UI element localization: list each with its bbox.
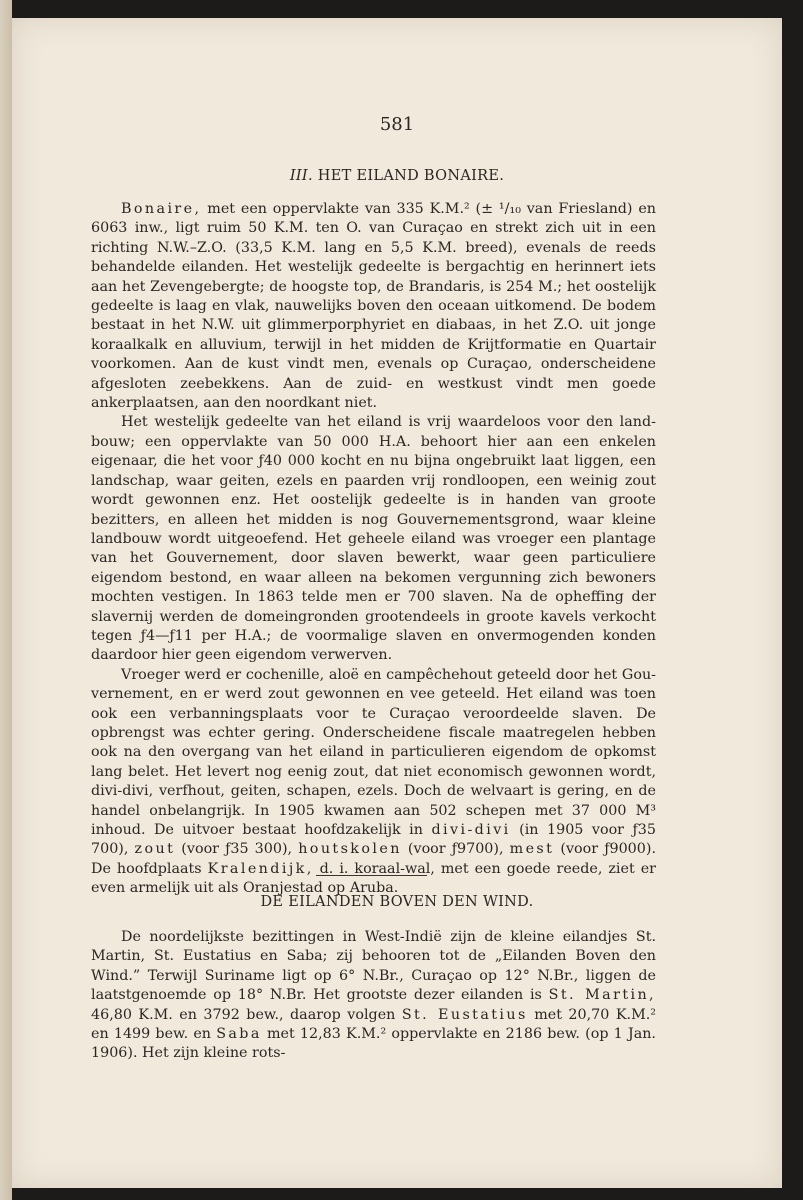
section-title-bovenwind: DE EILANDEN BOVEN DEN WIND. <box>260 894 534 910</box>
page-number: 581 <box>379 114 415 135</box>
paragraph <box>91 666 656 899</box>
spaced-term: mest <box>509 841 555 858</box>
text-run: De noordelijkste bezittingen in West-Indië zijn de kleine eilandjes St. Martin, St. Eustatius en Saba; zij behooren tot de „Eilanden Boven den Wind.” Terwijl Suriname ligt op 6° N.Br., Curaçao op 12° N.Br., liggen de laatstgenoemde op 18° N.Br. Het grootste dezer eilanden is <box>91 929 656 1004</box>
text-run: (voor ƒ9000). De hoofdplaats <box>91 841 657 877</box>
text-run: (voor ƒ9700), <box>401 841 510 858</box>
section-divider <box>316 875 427 876</box>
paragraph <box>91 928 656 1064</box>
spaced-term: Kralendijk, <box>207 860 314 877</box>
section-title-text: HET EILAND BONAIRE. <box>317 168 505 184</box>
section-title-number: III. <box>289 168 313 184</box>
spaced-term: Bonaire, <box>121 201 202 217</box>
text-run: (voor ƒ35 300), <box>175 841 299 858</box>
text-run: d. i. koraal-wal, met een goede reede, ziet er even armelijk uit als Oranjestad op Aruba. <box>91 860 656 897</box>
scan-left-edge <box>0 0 12 1200</box>
text-run: (in 1905 voor ƒ35 700), <box>91 822 656 858</box>
spaced-term: zout <box>134 841 176 858</box>
text-run: met een oppervlakte van 335 K.M.² (± ¹/₁₀ van Friesland) en 6063 inw., ligt ruim 50 K.M. ten O. van Curaçao en strekt zich uit in een richting N.W.–Z.O. (33,5 K.M. lang en 5,5 K.M. breed), evenals de reeds behandelde eilanden. Het westelijk gedeelte is bergachtig en herinnert iets aan het Zevengebergte; de hoogste top, de Brandaris, is 254 M.; het oostelijk gedeelte is laag en vlak, nauwelijks boven den oceaan uitkomend. De bodem bestaat in het N.W. uit glimmerporphyriet en diabaas, in het Z.O. uit jonge koraalkalk en alluvium, terwijl in het midden de Krijtformatie en Quartair voorkomen. Aan de kust vindt men, evenals op Curaçao, onderscheidene afgesloten zeebekkens. Aan de zuid- en westkust vindt men goede ankerplaatsen, aan den noordkant niet. <box>91 201 656 412</box>
text-run: Vroeger werd er cochenille, aloë en campêchehout geteeld door het Gouvernement, en er werd zout gewonnen en vee geteeld. Het eiland was toen ook een verbanningsplaats voor te Curaçao veroordeelde slaven. De opbrengst was echter gering. Onderscheidene fiscale maatregelen hebben ook na den overgang van het eiland in particulieren eigendom de opkomst lang belet. Het levert nog eenig zout, dat niet economisch gewonnen wordt, divi-divi, verfhout, geiten, schapen, ezels. Doch de welvaart is gering, en de handel onbelangrijk. In 1905 kwamen aan 502 schepen met 37 000 M³ inhoud. De uitvoer bestaat hoofdzakelijk in <box>91 666 656 838</box>
spaced-term: St. Eustatius <box>401 1006 528 1023</box>
bonaire-text <box>91 200 656 899</box>
text-run: met 12,83 K.M.² oppervlakte en 2186 bew. (op 1 Jan. 1906). Het zijn kleine rots- <box>91 1026 656 1062</box>
section-title-bonaire <box>12 168 782 184</box>
spaced-term: houtskolen <box>298 841 402 858</box>
spaced-term: St. Martin, <box>548 987 656 1004</box>
spaced-term: divi-divi <box>431 822 511 838</box>
bovenwind-text <box>91 928 656 1064</box>
text-run: 46,80 K.M. en 3792 bew., daarop volgen <box>91 1006 402 1023</box>
paragraph: Het westelijk gedeelte van het eiland is vrij waardeloos voor den landbouw; een oppervlakte van 50 000 H.A. behoort hier aan een enkelen eigenaar, die het voor ƒ40 000 kocht en nu bijna ongebruikt laat liggen, een landschap, waar geiten, ezels en paarden vrij rondloopen, een weinig zout wordt gewonnen enz. Het oostelijk gedeelte is in handen van groote bezitters, en alleen het midden is nog Gouvernementsgrond, waar kleine landbouw wordt uitgeoefend. Het geheele eiland was vroeger een plantage van het Gouvernement, door slaven bewerkt, waar geen particuliere eigendom bestond, en waar alleen na bekomen vergunning zich bewoners mochten vestigen. In 1863 telde men er 700 slaven. Na de opheffing der slavernij werden de domeingronden grootendeels in groote kavels verkocht tegen ƒ4—ƒ11 per H.A.; de voormalige slaven en onvermogenden konden daardoor hier geen eigendom verwerven. <box>91 414 656 664</box>
book-page <box>12 18 782 1188</box>
spaced-term: Saba <box>216 1026 262 1043</box>
paragraph <box>91 200 656 413</box>
text-run: met 20,70 K.M.² en 1499 bew. en <box>91 1006 656 1043</box>
